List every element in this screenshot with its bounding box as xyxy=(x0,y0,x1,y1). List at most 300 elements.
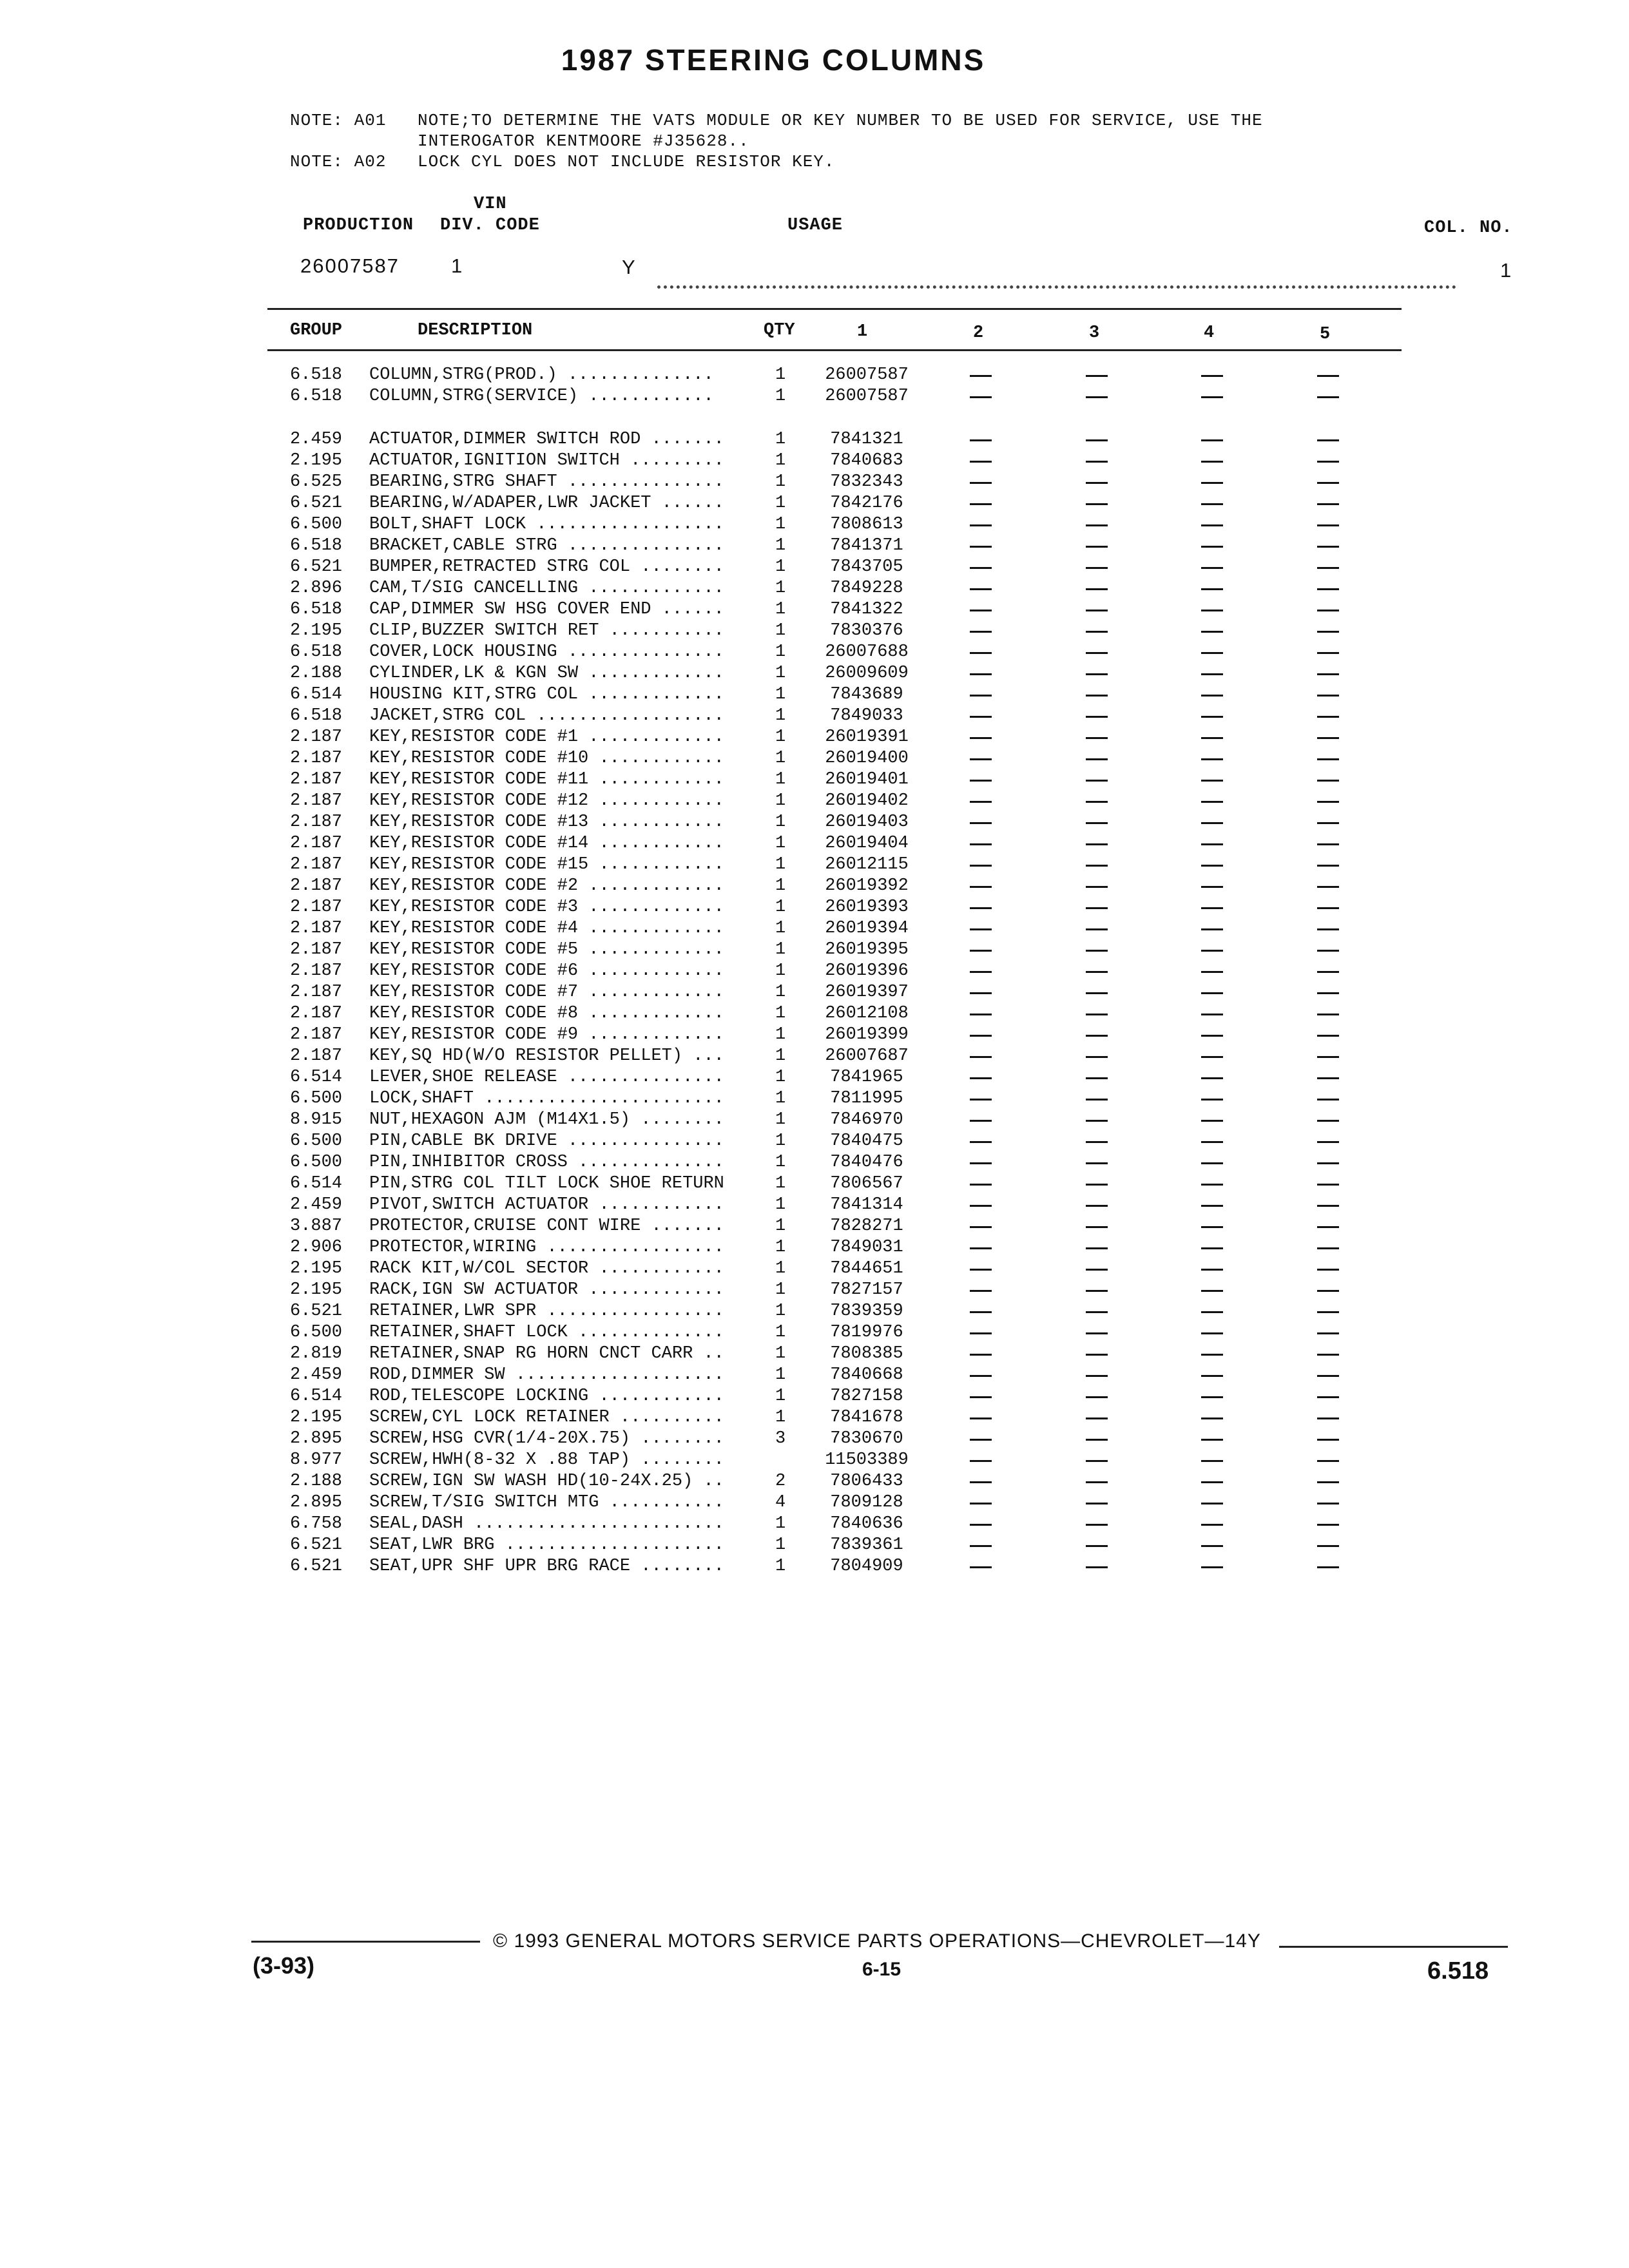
not-applicable-dash xyxy=(970,1566,992,1568)
description-cell: KEY,RESISTOR CODE #7 ............. xyxy=(369,983,724,1002)
part-number-cell: 26007587 xyxy=(825,387,909,406)
not-applicable-dash xyxy=(1317,1141,1339,1143)
qty-cell: 1 xyxy=(775,791,786,811)
part-number-cell: 7844651 xyxy=(830,1259,903,1278)
not-applicable-dash xyxy=(1086,1439,1108,1441)
table-row xyxy=(0,1088,1629,1110)
not-applicable-dash xyxy=(970,992,992,994)
not-applicable-dash xyxy=(1201,1141,1223,1143)
not-applicable-dash xyxy=(970,631,992,633)
not-applicable-dash xyxy=(1086,1354,1108,1356)
not-applicable-dash xyxy=(1317,461,1339,463)
table-row xyxy=(0,429,1629,450)
not-applicable-dash xyxy=(1086,1141,1108,1143)
group-cell: 2.195 xyxy=(290,1408,343,1427)
not-applicable-dash xyxy=(1317,1481,1339,1483)
col-header-2: 2 xyxy=(973,323,984,343)
description-cell: COVER,LOCK HOUSING ............... xyxy=(369,642,724,662)
not-applicable-dash xyxy=(1317,1014,1339,1015)
part-number-cell: 26019393 xyxy=(825,898,909,917)
description-cell: KEY,RESISTOR CODE #10 ............ xyxy=(369,749,724,768)
col-header-4: 4 xyxy=(1204,323,1215,343)
qty-cell: 1 xyxy=(775,812,786,832)
qty-cell: 1 xyxy=(775,1302,786,1321)
group-cell: 2.187 xyxy=(290,749,343,768)
description-cell: SCREW,T/SIG SWITCH MTG ........... xyxy=(369,1493,724,1512)
not-applicable-dash xyxy=(1317,1524,1339,1526)
not-applicable-dash xyxy=(1086,907,1108,909)
not-applicable-dash xyxy=(1086,461,1108,463)
group-cell: 6.514 xyxy=(290,1174,343,1193)
qty-cell: 1 xyxy=(775,1323,786,1342)
not-applicable-dash xyxy=(1201,1120,1223,1122)
description-cell: BUMPER,RETRACTED STRG COL ........ xyxy=(369,557,724,577)
description-cell: COLUMN,STRG(PROD.) .............. xyxy=(369,365,714,385)
not-applicable-dash xyxy=(970,1290,992,1292)
not-applicable-dash xyxy=(1086,780,1108,782)
group-cell: 2.188 xyxy=(290,1472,343,1491)
not-applicable-dash xyxy=(1201,1439,1223,1441)
qty-cell: 1 xyxy=(775,1131,786,1151)
not-applicable-dash xyxy=(970,865,992,867)
not-applicable-dash xyxy=(1086,503,1108,505)
not-applicable-dash xyxy=(1086,971,1108,973)
not-applicable-dash xyxy=(970,822,992,824)
qty-cell: 1 xyxy=(775,515,786,534)
division-number: 1 xyxy=(451,255,464,277)
not-applicable-dash xyxy=(1317,631,1339,633)
not-applicable-dash xyxy=(1317,1311,1339,1313)
not-applicable-dash xyxy=(1201,1035,1223,1037)
part-number-cell: 7841322 xyxy=(830,600,903,619)
not-applicable-dash xyxy=(970,1418,992,1419)
description-cell: KEY,RESISTOR CODE #6 ............. xyxy=(369,961,724,981)
group-cell: 2.187 xyxy=(290,1046,343,1066)
group-cell: 6.514 xyxy=(290,1387,343,1406)
not-applicable-dash xyxy=(1317,1418,1339,1419)
description-cell: SCREW,HWH(8-32 X .88 TAP) ........ xyxy=(369,1450,724,1470)
group-cell: 2.895 xyxy=(290,1493,343,1512)
not-applicable-dash xyxy=(1201,1418,1223,1419)
group-cell: 6.518 xyxy=(290,387,343,406)
not-applicable-dash xyxy=(970,1481,992,1483)
not-applicable-dash xyxy=(1201,1311,1223,1313)
description-cell: HOUSING KIT,STRG COL ............. xyxy=(369,685,724,704)
description-cell: PIN,STRG COL TILT LOCK SHOE RETURN xyxy=(369,1174,724,1193)
description-cell: KEY,RESISTOR CODE #15 ............ xyxy=(369,855,724,874)
not-applicable-dash xyxy=(1317,1566,1339,1568)
part-number-cell: 26019399 xyxy=(825,1025,909,1044)
part-number-cell: 26019391 xyxy=(825,727,909,747)
footer-right-rule xyxy=(1279,1946,1508,1948)
part-number-cell: 7839361 xyxy=(830,1535,903,1555)
table-row xyxy=(0,1492,1629,1514)
not-applicable-dash xyxy=(970,1375,992,1377)
not-applicable-dash xyxy=(970,1269,992,1271)
group-cell: 2.187 xyxy=(290,876,343,896)
not-applicable-dash xyxy=(970,588,992,590)
not-applicable-dash xyxy=(1086,1375,1108,1377)
not-applicable-dash xyxy=(1086,1332,1108,1334)
part-number-cell: 7828271 xyxy=(830,1216,903,1236)
group-cell: 6.500 xyxy=(290,515,343,534)
part-number-cell: 26019400 xyxy=(825,749,909,768)
table-row xyxy=(0,1301,1629,1322)
group-cell: 6.518 xyxy=(290,642,343,662)
not-applicable-dash xyxy=(1201,1056,1223,1058)
table-row xyxy=(0,1556,1629,1577)
not-applicable-dash xyxy=(970,695,992,697)
qty-cell: 1 xyxy=(775,642,786,662)
part-number-cell: 7841678 xyxy=(830,1408,903,1427)
table-row xyxy=(0,450,1629,472)
note-a01-continuation: INTEROGATOR KENTMOORE #J35628.. xyxy=(418,131,749,151)
part-number-cell: 26007688 xyxy=(825,642,909,662)
description-cell: BRACKET,CABLE STRG ............... xyxy=(369,536,724,555)
not-applicable-dash xyxy=(1201,610,1223,611)
not-applicable-dash xyxy=(1086,1099,1108,1100)
not-applicable-dash xyxy=(970,503,992,505)
group-cell: 2.896 xyxy=(290,579,343,598)
table-row xyxy=(0,939,1629,961)
not-applicable-dash xyxy=(970,950,992,952)
not-applicable-dash xyxy=(970,1545,992,1547)
qty-cell: 1 xyxy=(775,1259,786,1278)
not-applicable-dash xyxy=(1201,673,1223,675)
not-applicable-dash xyxy=(1086,673,1108,675)
not-applicable-dash xyxy=(1317,375,1339,377)
part-number-cell: 7841371 xyxy=(830,536,903,555)
table-row xyxy=(0,1280,1629,1301)
description-cell: SEAT,LWR BRG ..................... xyxy=(369,1535,724,1555)
not-applicable-dash xyxy=(1201,801,1223,803)
table-row xyxy=(0,1237,1629,1258)
qty-cell: 2 xyxy=(775,1472,786,1491)
group-cell: 2.187 xyxy=(290,983,343,1002)
part-number-cell: 7827157 xyxy=(830,1280,903,1300)
table-row xyxy=(0,1046,1629,1067)
description-cell: SCREW,HSG CVR(1/4-20X.75) ........ xyxy=(369,1429,724,1448)
part-number-cell: 26012115 xyxy=(825,855,909,874)
qty-cell: 1 xyxy=(775,876,786,896)
not-applicable-dash xyxy=(1201,1247,1223,1249)
table-row xyxy=(0,1535,1629,1556)
group-cell: 2.187 xyxy=(290,791,343,811)
not-applicable-dash xyxy=(1201,1077,1223,1079)
description-cell: KEY,RESISTOR CODE #5 ............. xyxy=(369,940,724,959)
qty-cell: 3 xyxy=(775,1429,786,1448)
not-applicable-dash xyxy=(1086,695,1108,697)
table-header-rule xyxy=(267,349,1402,351)
table-row xyxy=(0,769,1629,791)
not-applicable-dash xyxy=(1201,716,1223,718)
table-row xyxy=(0,706,1629,727)
not-applicable-dash xyxy=(1201,695,1223,697)
group-cell: 2.187 xyxy=(290,919,343,938)
not-applicable-dash xyxy=(970,673,992,675)
not-applicable-dash xyxy=(1086,1205,1108,1207)
group-cell: 2.187 xyxy=(290,940,343,959)
qty-cell: 1 xyxy=(775,1025,786,1044)
not-applicable-dash xyxy=(970,1205,992,1207)
col-header-1: 1 xyxy=(857,322,868,341)
not-applicable-dash xyxy=(1201,950,1223,952)
description-cell: ACTUATOR,DIMMER SWITCH ROD ....... xyxy=(369,430,724,449)
page-title: 1987 STEERING COLUMNS xyxy=(561,43,986,77)
header-production: PRODUCTION xyxy=(303,216,414,235)
qty-cell: 1 xyxy=(775,1089,786,1108)
group-cell: 2.819 xyxy=(290,1344,343,1363)
table-row xyxy=(0,1514,1629,1535)
not-applicable-dash xyxy=(1317,1247,1339,1249)
description-cell: KEY,RESISTOR CODE #12 ............ xyxy=(369,791,724,811)
group-cell: 6.518 xyxy=(290,365,343,385)
part-number-cell: 26019403 xyxy=(825,812,909,832)
not-applicable-dash xyxy=(1317,482,1339,484)
not-applicable-dash xyxy=(1317,524,1339,526)
table-row xyxy=(0,535,1629,557)
col-header-3: 3 xyxy=(1089,323,1100,343)
header-vin: VIN xyxy=(474,195,507,214)
qty-cell: 1 xyxy=(775,898,786,917)
part-number-cell: 26019394 xyxy=(825,919,909,938)
not-applicable-dash xyxy=(1317,928,1339,930)
group-cell: 6.521 xyxy=(290,1302,343,1321)
note-a02-label: NOTE: A02 xyxy=(290,152,387,171)
description-cell: CLIP,BUZZER SWITCH RET ........... xyxy=(369,621,724,640)
not-applicable-dash xyxy=(1086,588,1108,590)
table-row xyxy=(0,982,1629,1003)
qty-cell: 1 xyxy=(775,1195,786,1215)
not-applicable-dash xyxy=(1317,737,1339,739)
group-cell: 8.915 xyxy=(290,1110,343,1129)
description-cell: PROTECTOR,WIRING ................. xyxy=(369,1238,724,1257)
qty-cell: 1 xyxy=(775,664,786,683)
qty-cell: 1 xyxy=(775,685,786,704)
qty-cell: 1 xyxy=(775,621,786,640)
part-number-cell: 26019402 xyxy=(825,791,909,811)
not-applicable-dash xyxy=(1317,503,1339,505)
not-applicable-dash xyxy=(1317,1439,1339,1441)
qty-cell: 1 xyxy=(775,472,786,492)
description-cell: NUT,HEXAGON AJM (M14X1.5) ........ xyxy=(369,1110,724,1129)
not-applicable-dash xyxy=(970,758,992,760)
qty-cell: 1 xyxy=(775,557,786,577)
qty-cell: 1 xyxy=(775,1068,786,1087)
part-number-cell: 26012108 xyxy=(825,1004,909,1023)
qty-cell: 1 xyxy=(775,1046,786,1066)
not-applicable-dash xyxy=(970,1332,992,1334)
description-cell: LOCK,SHAFT ....................... xyxy=(369,1089,724,1108)
col-header-qty: QTY xyxy=(764,321,795,340)
qty-cell: 1 xyxy=(775,749,786,768)
table-row xyxy=(0,1024,1629,1046)
part-number-cell: 7839359 xyxy=(830,1302,903,1321)
not-applicable-dash xyxy=(1317,1056,1339,1058)
group-cell: 6.521 xyxy=(290,1535,343,1555)
qty-cell: 1 xyxy=(775,983,786,1002)
not-applicable-dash xyxy=(1086,950,1108,952)
description-cell: PIN,CABLE BK DRIVE ............... xyxy=(369,1131,724,1151)
not-applicable-dash xyxy=(1086,843,1108,845)
group-cell: 2.187 xyxy=(290,1025,343,1044)
not-applicable-dash xyxy=(970,1396,992,1398)
table-row xyxy=(0,727,1629,748)
not-applicable-dash xyxy=(1086,1247,1108,1249)
not-applicable-dash xyxy=(1317,1205,1339,1207)
table-row xyxy=(0,1343,1629,1365)
not-applicable-dash xyxy=(1317,567,1339,569)
group-cell: 2.187 xyxy=(290,898,343,917)
table-row xyxy=(0,599,1629,620)
not-applicable-dash xyxy=(1317,843,1339,845)
table-row xyxy=(0,1003,1629,1024)
description-cell: KEY,RESISTOR CODE #4 ............. xyxy=(369,919,724,938)
qty-cell: 1 xyxy=(775,961,786,981)
description-cell: LEVER,SHOE RELEASE ............... xyxy=(369,1068,724,1087)
not-applicable-dash xyxy=(1317,780,1339,782)
description-cell: KEY,RESISTOR CODE #13 ............ xyxy=(369,812,724,832)
not-applicable-dash xyxy=(1317,1503,1339,1504)
description-cell: BEARING,W/ADAPER,LWR JACKET ...... xyxy=(369,494,724,513)
not-applicable-dash xyxy=(1317,822,1339,824)
description-cell: CAM,T/SIG CANCELLING ............. xyxy=(369,579,724,598)
part-number-cell: 7840475 xyxy=(830,1131,903,1151)
not-applicable-dash xyxy=(970,482,992,484)
not-applicable-dash xyxy=(970,1077,992,1079)
header-div-code: DIV. CODE xyxy=(440,216,540,235)
table-row xyxy=(0,833,1629,854)
not-applicable-dash xyxy=(1201,1205,1223,1207)
not-applicable-dash xyxy=(1317,801,1339,803)
not-applicable-dash xyxy=(1086,1162,1108,1164)
group-cell: 6.521 xyxy=(290,1557,343,1576)
not-applicable-dash xyxy=(1201,1524,1223,1526)
not-applicable-dash xyxy=(970,1035,992,1037)
not-applicable-dash xyxy=(970,461,992,463)
part-number-cell: 7819976 xyxy=(830,1323,903,1342)
not-applicable-dash xyxy=(1201,396,1223,398)
part-number-cell: 7840636 xyxy=(830,1514,903,1533)
not-applicable-dash xyxy=(1201,503,1223,505)
table-row xyxy=(0,493,1629,514)
not-applicable-dash xyxy=(970,1460,992,1462)
table-row xyxy=(0,1365,1629,1386)
group-cell: 6.525 xyxy=(290,472,343,492)
footer-left-rule xyxy=(251,1941,480,1943)
part-number-cell: 26019392 xyxy=(825,876,909,896)
qty-cell: 1 xyxy=(775,1387,786,1406)
table-row xyxy=(0,1386,1629,1407)
table-row xyxy=(0,791,1629,812)
table-row xyxy=(0,1173,1629,1195)
group-cell: 2.187 xyxy=(290,770,343,789)
group-cell: 2.187 xyxy=(290,961,343,981)
not-applicable-dash xyxy=(1201,1460,1223,1462)
not-applicable-dash xyxy=(1317,1375,1339,1377)
not-applicable-dash xyxy=(1086,1460,1108,1462)
not-applicable-dash xyxy=(1201,1332,1223,1334)
qty-cell: 1 xyxy=(775,1238,786,1257)
not-applicable-dash xyxy=(1317,396,1339,398)
not-applicable-dash xyxy=(970,907,992,909)
group-cell: 2.195 xyxy=(290,621,343,640)
qty-cell: 1 xyxy=(775,1174,786,1193)
table-row xyxy=(0,812,1629,833)
part-number-cell: 7849228 xyxy=(830,579,903,598)
description-cell: SEAL,DASH ........................ xyxy=(369,1514,724,1533)
description-cell: KEY,RESISTOR CODE #2 ............. xyxy=(369,876,724,896)
not-applicable-dash xyxy=(1317,1184,1339,1186)
not-applicable-dash xyxy=(1086,1226,1108,1228)
not-applicable-dash xyxy=(970,971,992,973)
part-number-cell: 26019397 xyxy=(825,983,909,1002)
not-applicable-dash xyxy=(1317,695,1339,697)
table-row xyxy=(0,918,1629,939)
description-cell: PROTECTOR,CRUISE CONT WIRE ....... xyxy=(369,1216,724,1236)
not-applicable-dash xyxy=(1317,992,1339,994)
table-row xyxy=(0,514,1629,535)
description-cell: PIN,INHIBITOR CROSS .............. xyxy=(369,1153,724,1172)
part-number-cell: 7811995 xyxy=(830,1089,903,1108)
not-applicable-dash xyxy=(1086,396,1108,398)
not-applicable-dash xyxy=(970,843,992,845)
note-a02-text: LOCK CYL DOES NOT INCLUDE RESISTOR KEY. xyxy=(418,152,835,171)
qty-cell: 1 xyxy=(775,1344,786,1363)
not-applicable-dash xyxy=(1086,1566,1108,1568)
not-applicable-dash xyxy=(1317,439,1339,441)
not-applicable-dash xyxy=(1086,928,1108,930)
description-cell: KEY,RESISTOR CODE #14 ............ xyxy=(369,834,724,853)
not-applicable-dash xyxy=(970,716,992,718)
not-applicable-dash xyxy=(1201,1226,1223,1228)
header-col-no: COL. NO. xyxy=(1424,218,1513,238)
table-row xyxy=(0,578,1629,599)
not-applicable-dash xyxy=(1086,567,1108,569)
qty-cell: 1 xyxy=(775,1365,786,1385)
description-cell: KEY,RESISTOR CODE #1 ............. xyxy=(369,727,724,747)
not-applicable-dash xyxy=(1317,950,1339,952)
qty-cell: 1 xyxy=(775,579,786,598)
not-applicable-dash xyxy=(1086,1524,1108,1526)
description-cell: BEARING,STRG SHAFT ............... xyxy=(369,472,724,492)
part-number-cell: 7840668 xyxy=(830,1365,903,1385)
table-row xyxy=(0,1322,1629,1343)
table-row xyxy=(0,1195,1629,1216)
qty-cell: 1 xyxy=(775,1280,786,1300)
not-applicable-dash xyxy=(970,1056,992,1058)
part-number-cell: 7841314 xyxy=(830,1195,903,1215)
part-number-cell: 26007587 xyxy=(825,365,909,385)
not-applicable-dash xyxy=(1086,992,1108,994)
part-number-cell: 7827158 xyxy=(830,1387,903,1406)
description-cell: RACK,IGN SW ACTUATOR ............. xyxy=(369,1280,724,1300)
description-cell: COLUMN,STRG(SERVICE) ............ xyxy=(369,387,714,406)
description-cell: KEY,RESISTOR CODE #9 ............. xyxy=(369,1025,724,1044)
not-applicable-dash xyxy=(1201,439,1223,441)
group-cell: 2.187 xyxy=(290,834,343,853)
not-applicable-dash xyxy=(970,1099,992,1100)
qty-cell: 1 xyxy=(775,1535,786,1555)
not-applicable-dash xyxy=(1317,1332,1339,1334)
part-number-cell: 7843689 xyxy=(830,685,903,704)
not-applicable-dash xyxy=(1317,865,1339,867)
not-applicable-dash xyxy=(970,780,992,782)
part-number-cell: 26019395 xyxy=(825,940,909,959)
usage-leader-dots xyxy=(657,266,1456,289)
not-applicable-dash xyxy=(1086,610,1108,611)
not-applicable-dash xyxy=(1201,1545,1223,1547)
